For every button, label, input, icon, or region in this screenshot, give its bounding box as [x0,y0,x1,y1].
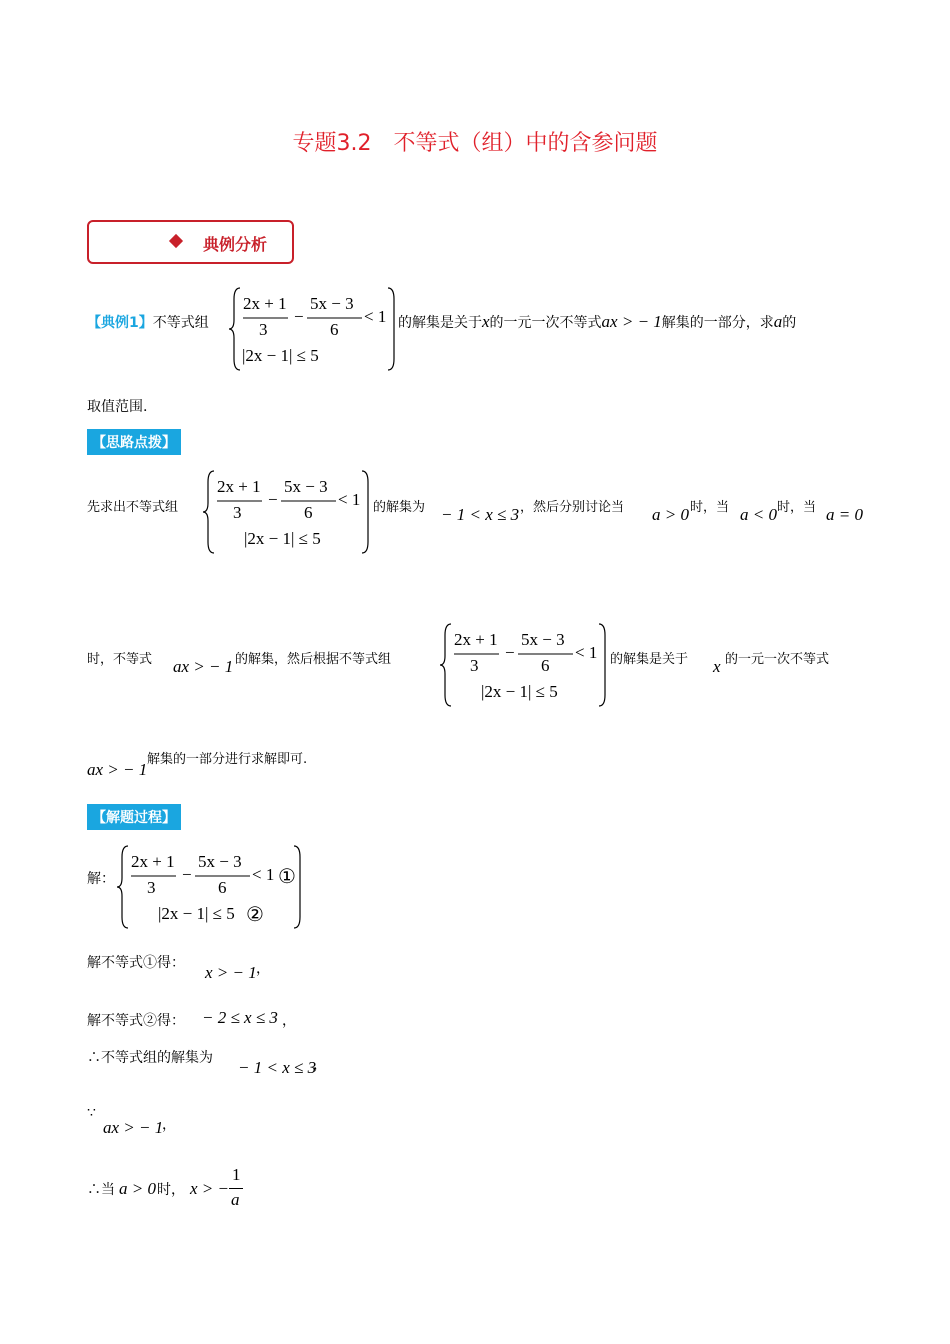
solution-step2-comma: ， [282,1013,296,1029]
page-title: 专题3.2 不等式（组）中的含参问题 [292,131,658,156]
less-than-one: < 1 [338,490,361,509]
solution-jie: 解： [87,871,115,887]
section-heading-box [87,220,294,264]
frac2-denominator: 6 [541,656,550,675]
solution-step3-math: − 1 < x ≤ 3 [238,1058,317,1077]
example-mid2: 的一元一次不等式 [489,315,602,331]
less-than-one: < 1 [575,643,598,662]
solution-step1-text: 解不等式①得： [87,955,185,971]
frac2-numerator: 5x − 3 [284,477,328,496]
hint-inequality-system-2 [443,623,608,707]
hint-p2-x: x [713,657,721,676]
frac2-numerator: 5x − 3 [198,852,242,871]
hint-p1-start: 先求出不等式组 [87,500,179,515]
solution-inequality-system [120,845,305,929]
hint-case1: a > 0 [652,505,689,524]
inequality-system [232,287,397,371]
hint-case3: a = 0 [826,505,863,524]
hint-p2-mid2: 的解集是关于 [610,652,689,667]
hint-p3-end: 解集的一部分进行求解即可. [147,752,308,767]
section-heading: 典例分析 [203,235,268,254]
hint-p3-ineq: ax > − 1 [87,760,148,779]
hint-range: − 1 < x ≤ 3 [441,505,520,524]
solution-tag: 【解题过程】 [87,804,181,830]
solution-step2-math: − 2 ≤ x ≤ 3 [202,1008,278,1027]
example-mid1: 的解集是关于 [398,315,482,331]
solution-step5-numerator: 1 [232,1165,241,1184]
var-x: x [482,312,490,331]
hint-case2: a < 0 [740,505,777,524]
hint-p1-then: ，然后分别讨论当 [520,500,625,515]
solution-step2-text: 解不等式②得： [87,1013,185,1029]
absolute-value-row: |2x − 1| ≤ 5 [481,682,558,701]
hint-p2-ineq: ax > − 1 [173,657,234,676]
var-a: a [773,312,783,331]
solution-because: ∵ [87,1105,96,1121]
absolute-value-row: |2x − 1| ≤ 5 [244,529,321,548]
solution-step3-comma: ， [313,1057,327,1073]
solution-step5-when: 时， [157,1182,185,1198]
fraction-bar [229,1188,243,1189]
minus-sign: − [268,490,278,509]
solution-step1-comma: ， [256,961,270,977]
frac1-denominator: 3 [233,503,242,522]
minus-sign: − [182,865,192,884]
solution-step5-text: ∴当 [87,1182,115,1198]
less-than-one: < 1 [364,307,387,326]
solution-step5-denominator: a [231,1190,240,1209]
frac1-denominator: 3 [147,878,156,897]
frac1-numerator: 2x + 1 [217,477,261,496]
frac2-denominator: 6 [304,503,313,522]
solution-step5-a: a > 0 [119,1179,156,1198]
frac2-numerator: 5x − 3 [310,294,354,313]
minus-sign: − [294,307,304,326]
frac2-denominator: 6 [330,320,339,339]
solution-step5-x: x > − [190,1179,229,1198]
absolute-value-row: |2x − 1| ≤ 5 [158,904,235,923]
frac1-denominator: 3 [470,656,479,675]
frac1-denominator: 3 [259,320,268,339]
hint-when2: 时，当 [777,500,817,515]
inequality-ax: ax > − 1 [601,312,662,331]
circle-two: ② [246,904,264,926]
frac2-numerator: 5x − 3 [521,630,565,649]
solution-step1-math: x > − 1 [205,963,257,982]
solution-step4-comma: ， [162,1117,176,1133]
circle-one: ① [278,866,296,888]
frac2-denominator: 6 [218,878,227,897]
hint-p1-mid: 的解集为 [373,500,426,515]
hint-when1: 时，当 [690,500,730,515]
minus-sign: − [505,643,515,662]
example-mid3: 解集的一部分，求 [661,315,774,331]
solution-step4-math: ax > − 1 [103,1118,164,1137]
absolute-value-row: |2x − 1| ≤ 5 [242,346,319,365]
hint-inequality-system-1 [206,470,371,554]
hint-p2-start: 时，不等式 [87,652,153,667]
hint-tag: 【思路点拨】 [87,429,181,455]
frac1-numerator: 2x + 1 [243,294,287,313]
example-prefix: 不等式组 [152,315,209,331]
example-line2: 取值范围. [87,399,148,415]
diamond-icon [169,234,183,248]
frac1-numerator: 2x + 1 [131,852,175,871]
example-label: 【典例1】 [87,315,153,331]
hint-p2-mid: 的解集，然后根据不等式组 [235,652,392,667]
hint-p2-end: 的一元一次不等式 [725,652,830,667]
example-end: 的 [782,315,797,331]
less-than-one: < 1 [252,865,275,884]
frac1-numerator: 2x + 1 [454,630,498,649]
solution-step3-text: ∴不等式组的解集为 [87,1050,213,1066]
